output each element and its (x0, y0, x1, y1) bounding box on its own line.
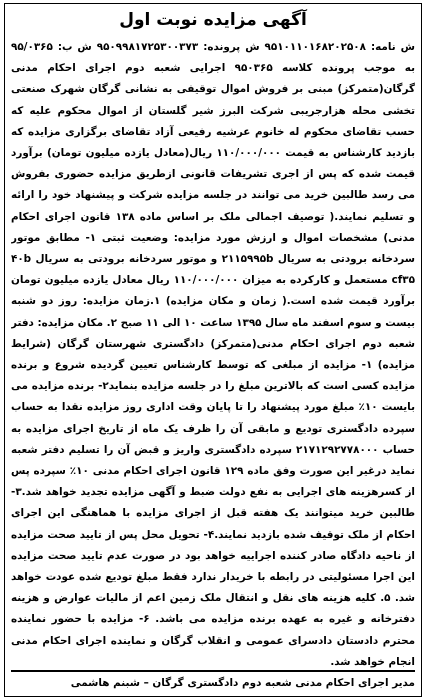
notice-signature: مدیر اجرای احکام مدنی شعبه دوم دادگستری گرگان – شبنم هاشمی (11, 670, 415, 692)
notice-title: آگهی مزایده نوبت اول (119, 10, 307, 30)
notice-body: ش نامه: ۹۵۱۰۱۱۰۱۶۸۲۰۲۵۰۸ ش پرونده: ۹۵۰۹۹۸۱۷۲۵۳۰۰۳۷۳ ش ب: ۹۵/۰۳۶۵ به موجب پرونده کلاسه ۹۵۰۳۶۵ اجرایی شعبه دوم اجرای احکام مدنی گرگان(متمرکز) مبنی بر فروش اموال توقیفی به نشانی گرگان شهرک صنعتی تخشی محله هزارجریبی شرکت البرز شیر گلستان از اموال محکوم علیه که حسب تقاضای محکوم له خانوم عرشیه رفیعی آزاد تقاضای برگزاری مزایده که بازدید کارشناس به قیمت ۱۱۰/۰۰۰/۰۰۰ ریال(معادل یازده میلیون تومان) برآورد قیمت شده که پس از اجری تشریفات قانونی ازطریق مزایده حضوری بفروش می رسد طالبین خرید می توانند در جلسه مزایده شرکت و پیشنهاد خود را ارائه و تسلیم نمایند.( توصیف اجمالی ملک بر اساس ماده ۱۳۸ قانون اجرای احکام مدنی) مشخصات اموال و ارزش مورد مزایده: وضعیت ثبتی ۱- مطابق موتور سردخانه برودتی به سریال ۲۱۱۵۹۹۵b و موتور سردخانه برودتی به سریال ۴۰b cf۳۵ مستعمل و کارکرده به میزان ۱۱۰/۰۰۰/۰۰۰ ریال معادل یازده میلیون تومان برآورد قیمت شده است.( زمان و مکان مزایده) ۱.زمان مزایده: روز دو شنبه بیست و سوم اسفند ماه سال ۱۳۹۵ ساعت ۱۰ الی ۱۱ صبح ۲. مکان مزایده: دفتر شعبه دوم اجرای احکام مدنی(متمرکز) دادگستری شهرستان گرگان (شرایط مزایده) ۱- مزایده از مبلغی که توسط کارشناس تعیین گردیده شروع و برنده مزایده کسی است که بالاترین مبلغ را در جلسه مزایده بنماید۲- برنده مزایده می بایست ۱۰٪ مبلغ مورد پیشنهاد را تا پایان وقت اداری روز مزایده نقدا به حساب سپرده دادگستری تودیع و مابقی آن را ظرف یک ماه از تاریخ اجرای مزایده به حساب ۲۱۷۱۲۹۲۷۷۸۰۰۰ سپرده دادگستری واریز و قبض آن را تسلیم دفتر شعبه نماید درغیر این صورت وفق ماده ۱۲۹ قانون اجرای احکام مدنی ۱۰٪ سپرده پس از کسرهزینه های اجرایی به نفع دولت ضبط و آگهی مزایده تجدید خواهد شد.۳- طالبین خرید میتوانند یک هفته قبل از اجرای مزایده با هماهنگی این اجرای احکام از ملک توقیف شده بازدید نمایند.۴- تحویل محل پس از تایید صحت مزایده از ناحیه دادگاه صادر کننده اجراییه خواهد بود در صورت عدم تایید صحت مزایده این اجرا مسئولیتی در رابطه با خریدار ندارد فقط مبلغ تودیع شده عودت خواهد شد. ۵. کلیه هزینه های نقل و انتقال ملک زمین اعم از مالیات عوارض و هزینه دفترخانه و غیره به عهده برنده مزایده می باشد. ۶- مزایده با حضور نماینده محترم دادستان دادسرای عمومی و انقلاب گرگان و نماینده اجرای احکام مدنی انجام خواهد شد. (11, 41, 415, 668)
notice-frame (4, 3, 422, 697)
